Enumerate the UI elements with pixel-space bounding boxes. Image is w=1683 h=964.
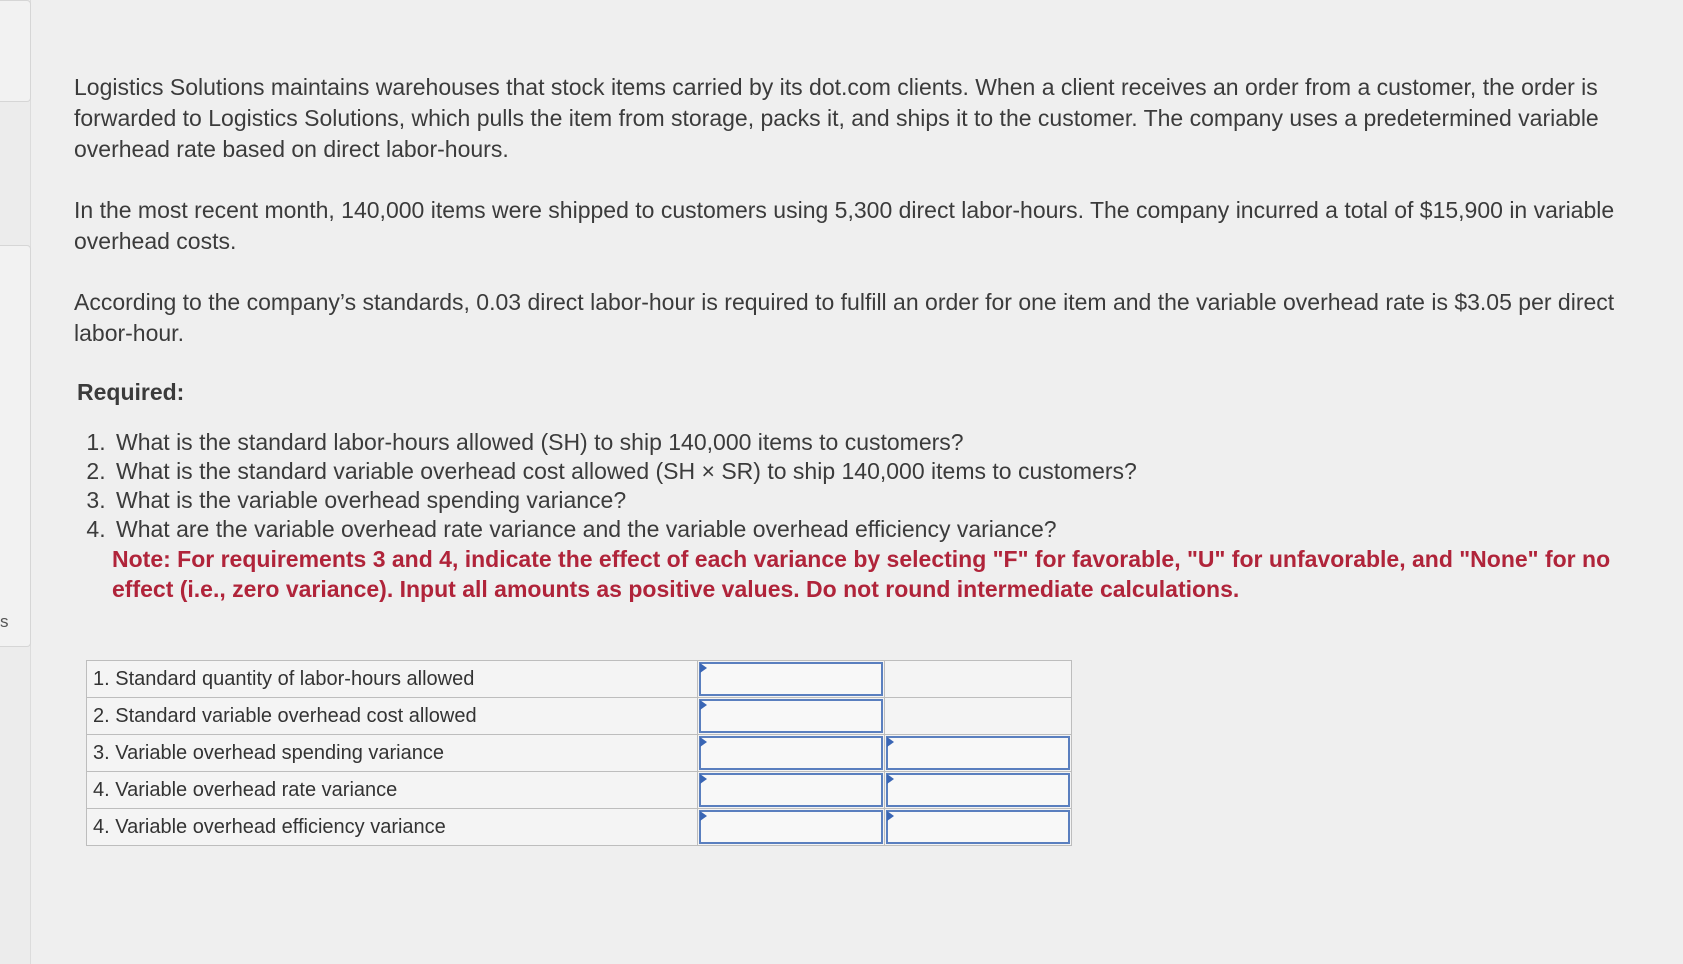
left-edge-panel — [0, 0, 31, 964]
effect-select[interactable] — [886, 810, 1070, 844]
amount-input-cell[interactable] — [698, 809, 885, 846]
amount-input-cell[interactable] — [698, 772, 885, 809]
required-marker-icon — [887, 774, 894, 784]
question-item: 4. What are the variable overhead rate variance and the variable overhead efficiency variance? — [112, 515, 1634, 544]
effect-select[interactable] — [886, 736, 1070, 770]
question-item: 1. What is the standard labor-hours allowed (SH) to ship 140,000 items to customers? — [112, 428, 1634, 457]
effect-select-cell[interactable] — [885, 735, 1072, 772]
amount-input[interactable] — [699, 736, 883, 770]
paragraph-month-data: In the most recent month, 140,000 items were shipped to customers using 5,300 direct labor-hours. The company incurred a total of $15,900 in variable overhead costs. — [74, 197, 1615, 254]
row-label: 4. Variable overhead efficiency variance — [87, 809, 698, 846]
table-row — [87, 661, 1072, 698]
table-row — [87, 809, 1072, 846]
question-content — [74, 72, 1634, 604]
effect-select-cell[interactable] — [885, 809, 1072, 846]
table-row — [87, 735, 1072, 772]
empty-cell — [885, 698, 1072, 735]
amount-input-cell[interactable] — [698, 735, 885, 772]
row-label: 2. Standard variable overhead cost allowed — [87, 698, 698, 735]
required-marker-icon — [700, 737, 707, 747]
table-row — [87, 698, 1072, 735]
paragraph-intro: Logistics Solutions maintains warehouses that stock items carried by its dot.com clients. When a client receives an order from a customer, the order is forwarded to Logistics Solutions, which pulls the item from storage, packs it, and ships it to the customer. The company uses a predetermined variable overhead rate based on direct labor-hours. — [74, 74, 1599, 162]
question-item: 3. What is the variable overhead spending variance? — [112, 486, 1634, 515]
empty-cell — [885, 661, 1072, 698]
amount-input[interactable] — [699, 699, 883, 733]
required-marker-icon — [700, 663, 707, 673]
effect-select-cell[interactable] — [885, 772, 1072, 809]
amount-input-cell[interactable] — [698, 698, 885, 735]
effect-select[interactable] — [886, 773, 1070, 807]
question-list — [74, 428, 1634, 544]
amount-input[interactable] — [699, 662, 883, 696]
required-marker-icon — [700, 774, 707, 784]
row-label: 3. Variable overhead spending variance — [87, 735, 698, 772]
row-label: 1. Standard quantity of labor-hours allowed — [87, 661, 698, 698]
instruction-note: Note: For requirements 3 and 4, indicate the effect of each variance by selecting "F" for favorable, "U" for unfavorable, and "None" for no effect (i.e., zero variance). Input all amounts as positive values. Do not round intermediate calculations. — [112, 546, 1611, 602]
required-marker-icon — [887, 811, 894, 821]
edge-tab — [0, 245, 31, 647]
required-heading: Required: — [77, 379, 185, 405]
question-item: 2. What is the standard variable overhead cost allowed (SH × SR) to ship 140,000 items to customers? — [112, 457, 1634, 486]
row-label: 4. Variable overhead rate variance — [87, 772, 698, 809]
answer-table — [86, 660, 1072, 846]
amount-input-cell[interactable] — [698, 661, 885, 698]
paragraph-standards: According to the company’s standards, 0.03 direct labor-hour is required to fulfill an order for one item and the variable overhead rate is $3.05 per direct labor-hour. — [74, 289, 1615, 346]
edge-tab — [0, 0, 31, 102]
amount-input[interactable] — [699, 810, 883, 844]
amount-input[interactable] — [699, 773, 883, 807]
edge-letter: s — [0, 612, 9, 631]
required-marker-icon — [700, 811, 707, 821]
required-marker-icon — [700, 700, 707, 710]
required-marker-icon — [887, 737, 894, 747]
table-row — [87, 772, 1072, 809]
